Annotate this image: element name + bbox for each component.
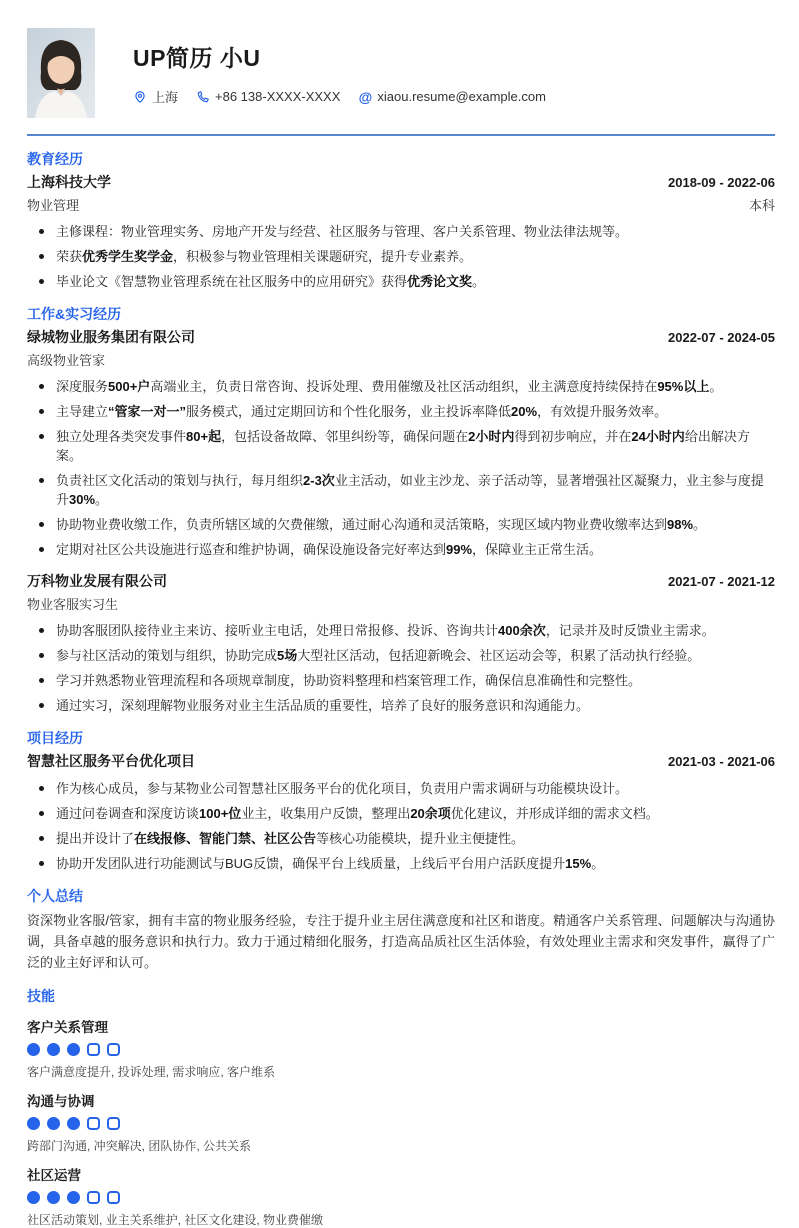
email-text: xiaou.resume@example.com	[377, 89, 546, 104]
skill-level	[27, 1117, 775, 1130]
summary-section-title: 个人总结	[27, 888, 83, 904]
email-at-icon: @	[358, 88, 373, 105]
school-name: 上海科技大学	[27, 174, 111, 190]
bullet-item: 协助开发团队进行功能测试与BUG反馈，确保平台上线质量，上线后平台用户活跃度提升15%。	[27, 854, 775, 873]
bullet-item: 荣获优秀学生奖学金，积极参与物业管理相关课题研究，提升专业素养。	[27, 247, 775, 266]
bullet-item: 协助物业费收缴工作，负责所辖区域的欠费催缴，通过耐心沟通和灵活策略，实现区域内物业费收缴率达到98%。	[27, 515, 775, 534]
skill-dot-filled	[47, 1191, 60, 1204]
section-projects	[27, 728, 775, 873]
header-divider	[27, 134, 775, 136]
candidate-name: UP简历 小U	[133, 45, 261, 71]
project-name: 智慧社区服务平台优化项目	[27, 753, 195, 769]
header-text	[133, 28, 556, 106]
bullet-item: 主修课程：物业管理实务、房地产开发与经营、社区服务与管理、客户关系管理、物业法律法规等。	[27, 222, 775, 241]
phone-icon	[196, 90, 210, 104]
skill-dot-filled	[27, 1191, 40, 1204]
company-name: 绿城物业服务集团有限公司	[27, 329, 195, 345]
skill-level	[27, 1043, 775, 1056]
work-bullets	[27, 621, 775, 715]
project-entry	[27, 751, 775, 873]
skill-dot-empty	[107, 1191, 120, 1204]
bullet-item: 毕业论文《智慧物业管理系统在社区服务中的应用研究》获得优秀论文奖。	[27, 272, 775, 291]
section-education	[27, 149, 775, 291]
bullet-item: 主导建立“管家一对一”服务模式，通过定期回访和个性化服务，业主投诉率降低20%，有效提升服务效率。	[27, 402, 775, 421]
skill-dot-filled	[47, 1117, 60, 1130]
contact-phone	[196, 89, 340, 104]
bullet-item: 定期对社区公共设施进行巡查和维护协调，确保设施设备完好率达到99%，保障业主正常生活。	[27, 540, 775, 559]
resume-header	[27, 28, 775, 118]
skill-dot-filled	[27, 1117, 40, 1130]
bullet-item: 学习并熟悉物业管理流程和各项规章制度，协助资料整理和档案管理工作，确保信息准确性和完整性。	[27, 671, 775, 690]
work-date: 2022-07 - 2024-05	[668, 330, 775, 345]
project-date: 2021-03 - 2021-06	[668, 754, 775, 769]
projects-section-title: 项目经历	[27, 730, 83, 746]
work-entry-2	[27, 571, 775, 715]
skill-dot-empty	[107, 1043, 120, 1056]
education-section-title: 教育经历	[27, 151, 83, 167]
major-text: 物业管理	[27, 198, 80, 213]
job-title: 物业客服实习生	[27, 597, 119, 612]
job-title: 高级物业管家	[27, 353, 106, 368]
section-summary	[27, 886, 775, 973]
education-entry	[27, 172, 775, 291]
section-work	[27, 304, 775, 715]
skill-keywords: 客户满意度提升, 投诉处理, 需求响应, 客户维系	[27, 1065, 276, 1079]
bullet-item: 通过问卷调查和深度访谈100+位业主，收集用户反馈，整理出20余项优化建议，并形成详细的需求文档。	[27, 804, 775, 823]
contact-row	[133, 87, 556, 106]
skill-name: 社区运营	[27, 1168, 81, 1183]
skill-keywords: 跨部门沟通, 冲突解决, 团队协作, 公共关系	[27, 1139, 252, 1153]
skill-dot-filled	[67, 1117, 80, 1130]
project-bullets	[27, 779, 775, 873]
skill-dot-empty	[87, 1117, 100, 1130]
bullet-item: 协助客服团队接待业主来访、接听业主电话，处理日常报修、投诉、咨询共计400余次，记录并及时反馈业主需求。	[27, 621, 775, 640]
phone-text: +86 138-XXXX-XXXX	[215, 89, 341, 104]
contact-location	[133, 87, 178, 106]
work-section-title: 工作&实习经历	[27, 306, 122, 322]
location-text: 上海	[152, 90, 179, 105]
bullet-item: 参与社区活动的策划与组织，协助完成5场大型社区活动，包括迎新晚会、社区运动会等，积累了活动执行经验。	[27, 646, 775, 665]
skill-keywords: 社区活动策划, 业主关系维护, 社区文化建设, 物业费催缴	[27, 1213, 324, 1227]
degree-text: 本科	[748, 198, 775, 213]
contact-email	[358, 89, 546, 104]
skills-section-title: 技能	[27, 988, 55, 1004]
profile-photo-illustration	[27, 28, 95, 118]
skill-item	[27, 1016, 775, 1080]
skill-dot-filled	[27, 1043, 40, 1056]
profile-photo	[27, 28, 95, 118]
work-bullets	[27, 377, 775, 559]
education-date: 2018-09 - 2022-06	[668, 175, 775, 190]
bullet-item: 通过实习，深刻理解物业服务对业主生活品质的重要性，培养了良好的服务意识和沟通能力。	[27, 696, 775, 715]
skill-dot-empty	[87, 1043, 100, 1056]
work-date: 2021-07 - 2021-12	[668, 574, 775, 589]
location-pin-icon	[133, 90, 147, 104]
bullet-item: 深度服务500+户高端业主，负责日常咨询、投诉处理、费用催缴及社区活动组织，业主满意度持续保持在95%以上。	[27, 377, 775, 396]
company-name: 万科物业发展有限公司	[27, 573, 167, 589]
skill-level	[27, 1191, 775, 1204]
section-skills	[27, 986, 775, 1228]
work-entry-1	[27, 327, 775, 559]
skill-dot-empty	[87, 1191, 100, 1204]
skill-item	[27, 1164, 775, 1228]
skill-dot-filled	[67, 1191, 80, 1204]
skill-name: 客户关系管理	[27, 1020, 108, 1035]
bullet-item: 独立处理各类突发事件80+起，包括设备故障、邻里纠纷等，确保问题在2小时内得到初步响应，并在24小时内给出解决方案。	[27, 427, 775, 465]
bullet-item: 提出并设计了在线报修、智能门禁、社区公告等核心功能模块，提升业主便捷性。	[27, 829, 775, 848]
skill-dot-filled	[67, 1043, 80, 1056]
skill-item	[27, 1090, 775, 1154]
skill-name: 沟通与协调	[27, 1094, 95, 1109]
summary-text: 资深物业客服/管家，拥有丰富的物业服务经验，专注于提升业主居住满意度和社区和谐度。精通客户关系管理、问题解决与沟通协调，具备卓越的服务意识和执行力。致力于通过精细化服务，打造高品质社区生活体验，有效处理业主需求和突发事件，赢得了广泛的业主好评和认可。	[27, 913, 775, 970]
skill-dot-filled	[47, 1043, 60, 1056]
bullet-item: 负责社区文化活动的策划与执行，每月组织2-3次业主活动，如业主沙龙、亲子活动等，显著增强社区凝聚力，业主参与度提升30%。	[27, 471, 775, 509]
skill-dot-empty	[107, 1117, 120, 1130]
bullet-item: 作为核心成员，参与某物业公司智慧社区服务平台的优化项目，负责用户需求调研与功能模块设计。	[27, 779, 775, 798]
education-bullets	[27, 222, 775, 291]
